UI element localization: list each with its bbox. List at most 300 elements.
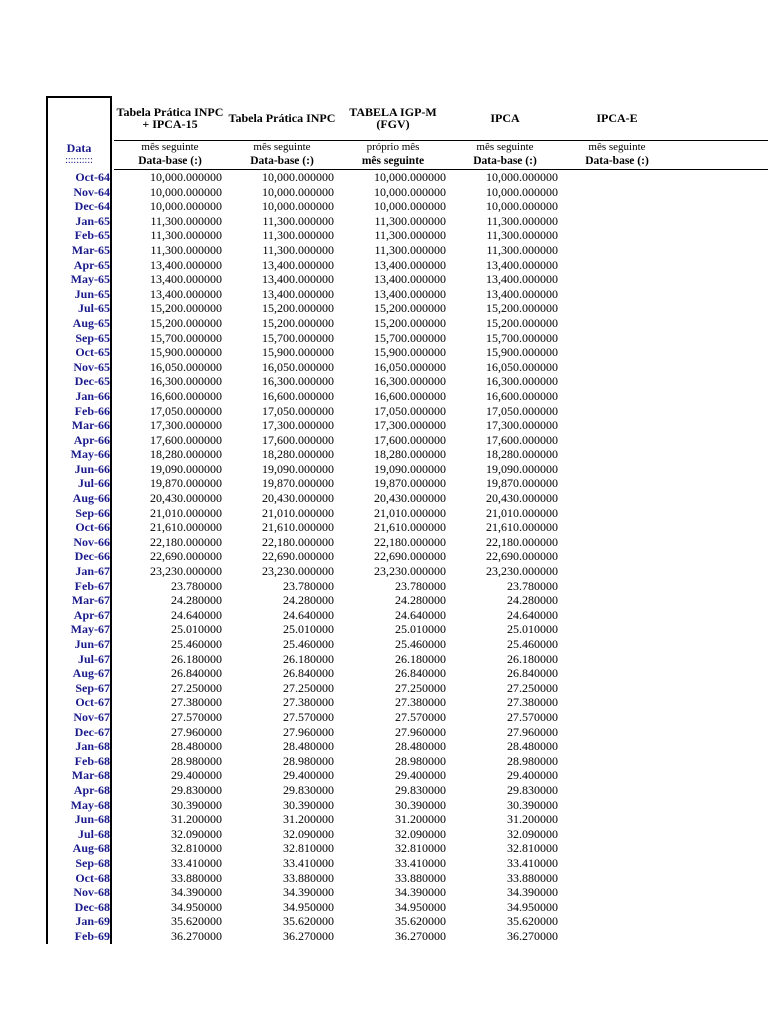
row-value: 29.830000 — [395, 782, 446, 797]
table-row — [46, 754, 726, 769]
row-value: 21,610.000000 — [150, 520, 222, 535]
row-date: Jul-68 — [77, 826, 110, 841]
row-date: Sep-65 — [75, 330, 110, 345]
row-value: 33.880000 — [507, 870, 558, 885]
table-row — [46, 287, 726, 302]
table-row — [46, 871, 726, 886]
row-date: Jan-65 — [75, 213, 110, 228]
table-row — [46, 914, 726, 929]
row-value: 17,300.000000 — [486, 418, 558, 433]
row-value: 29.830000 — [171, 782, 222, 797]
row-value: 10,000.000000 — [374, 184, 446, 199]
row-value: 15,900.000000 — [150, 345, 222, 360]
row-value: 11,300.000000 — [150, 228, 222, 243]
row-date: Oct-67 — [75, 695, 110, 710]
row-value: 34.950000 — [171, 899, 222, 914]
table-row — [46, 622, 726, 637]
row-value: 27.570000 — [283, 709, 334, 724]
row-value: 10,000.000000 — [262, 170, 334, 184]
row-value: 10,000.000000 — [150, 199, 222, 214]
row-value: 27.250000 — [395, 680, 446, 695]
row-value: 32.810000 — [395, 841, 446, 856]
row-value: 23.780000 — [395, 578, 446, 593]
row-date: Apr-67 — [73, 607, 110, 622]
row-value: 11,300.000000 — [262, 242, 334, 257]
row-value: 16,050.000000 — [262, 359, 334, 374]
row-value: 27.570000 — [395, 709, 446, 724]
row-date: Dec-67 — [74, 724, 110, 739]
row-value: 30.390000 — [395, 797, 446, 812]
row-value: 36.270000 — [507, 928, 558, 943]
row-value: 28.980000 — [283, 753, 334, 768]
row-date: Feb-66 — [74, 403, 110, 418]
row-date: Feb-68 — [74, 753, 110, 768]
row-value: 10,000.000000 — [374, 170, 446, 184]
row-value: 32.090000 — [171, 826, 222, 841]
row-value: 32.810000 — [171, 841, 222, 856]
table-row — [46, 710, 726, 725]
row-value: 29.400000 — [507, 768, 558, 783]
row-value: 29.830000 — [507, 782, 558, 797]
row-value: 16,600.000000 — [374, 388, 446, 403]
row-value: 26.840000 — [507, 666, 558, 681]
row-value: 10,000.000000 — [262, 199, 334, 214]
row-date: Dec-66 — [74, 549, 110, 564]
row-value: 34.950000 — [395, 899, 446, 914]
row-value: 28.480000 — [283, 739, 334, 754]
row-value: 24.640000 — [395, 607, 446, 622]
row-value: 27.380000 — [171, 695, 222, 710]
table-row — [46, 258, 726, 273]
row-value: 23.780000 — [171, 578, 222, 593]
row-value: 20,430.000000 — [486, 491, 558, 506]
data-rows — [46, 170, 726, 943]
row-value: 26.180000 — [283, 651, 334, 666]
column-sub1: mês seguinte — [141, 141, 199, 153]
row-value: 30.390000 — [507, 797, 558, 812]
row-value: 21,010.000000 — [262, 505, 334, 520]
row-value: 25.010000 — [283, 622, 334, 637]
row-value: 23.780000 — [507, 578, 558, 593]
row-value: 18,280.000000 — [374, 447, 446, 462]
row-value: 29.400000 — [395, 768, 446, 783]
row-value: 17,050.000000 — [150, 403, 222, 418]
row-value: 15,200.000000 — [262, 315, 334, 330]
row-value: 11,300.000000 — [374, 228, 446, 243]
row-value: 13,400.000000 — [262, 272, 334, 287]
table-row — [46, 447, 726, 462]
row-value: 25.010000 — [507, 622, 558, 637]
row-value: 22,180.000000 — [262, 534, 334, 549]
row-date: May-67 — [70, 622, 110, 637]
row-value: 32.090000 — [507, 826, 558, 841]
row-value: 15,200.000000 — [374, 315, 446, 330]
row-value: 15,900.000000 — [262, 345, 334, 360]
row-value: 10,000.000000 — [486, 170, 558, 184]
table-row — [46, 798, 726, 813]
row-date: Oct-64 — [75, 170, 110, 184]
table-row — [46, 491, 726, 506]
row-value: 33.880000 — [395, 870, 446, 885]
row-date: Aug-65 — [72, 315, 110, 330]
row-date: Dec-68 — [74, 899, 110, 914]
row-date: Aug-66 — [72, 491, 110, 506]
row-value: 16,600.000000 — [150, 388, 222, 403]
row-value: 35.620000 — [171, 914, 222, 929]
row-value: 18,280.000000 — [486, 447, 558, 462]
row-value: 23,230.000000 — [486, 564, 558, 579]
row-date: Jun-66 — [74, 461, 110, 476]
table-row — [46, 652, 726, 667]
row-value: 15,900.000000 — [486, 345, 558, 360]
row-value: 15,700.000000 — [374, 330, 446, 345]
table-row — [46, 783, 726, 798]
row-value: 16,600.000000 — [486, 388, 558, 403]
row-date: Mar-66 — [71, 418, 110, 433]
row-date: Sep-66 — [75, 505, 110, 520]
column-title-inpc: Tabela Prática INPC — [228, 111, 336, 125]
row-date: Jan-66 — [75, 388, 110, 403]
row-value: 16,300.000000 — [374, 374, 446, 389]
table-row — [46, 725, 726, 740]
row-value: 33.410000 — [507, 855, 558, 870]
column-sub2: Data-base (:) — [473, 155, 537, 167]
column-title-igpm: TABELA IGP-M (FGV) — [349, 105, 437, 131]
table-row — [46, 331, 726, 346]
row-value: 27.380000 — [507, 695, 558, 710]
column-sub2: Data-base (:) — [585, 155, 649, 167]
row-value: 10,000.000000 — [374, 199, 446, 214]
table-row — [46, 695, 726, 710]
row-value: 16,050.000000 — [486, 359, 558, 374]
row-value: 19,870.000000 — [150, 476, 222, 491]
row-value: 27.570000 — [507, 709, 558, 724]
row-date: Nov-64 — [73, 184, 110, 199]
table-row — [46, 170, 726, 185]
row-value: 10,000.000000 — [486, 184, 558, 199]
row-value: 17,600.000000 — [150, 432, 222, 447]
row-value: 15,700.000000 — [262, 330, 334, 345]
row-value: 11,300.000000 — [374, 213, 446, 228]
row-value: 15,900.000000 — [374, 345, 446, 360]
table-row — [46, 856, 726, 871]
table-row — [46, 506, 726, 521]
row-date: Apr-65 — [73, 257, 110, 272]
column-sub1: mês seguinte — [588, 141, 646, 153]
row-date: Jan-69 — [75, 914, 110, 929]
row-value: 21,610.000000 — [374, 520, 446, 535]
row-value: 25.460000 — [171, 637, 222, 651]
row-value: 19,090.000000 — [486, 461, 558, 476]
table-row — [46, 812, 726, 827]
table-row — [46, 404, 726, 419]
row-value: 24.280000 — [283, 593, 334, 608]
row-value: 34.390000 — [507, 885, 558, 900]
row-value: 22,690.000000 — [486, 549, 558, 564]
column-title-ipca-e: IPCA-E — [596, 111, 638, 125]
row-value: 30.390000 — [283, 797, 334, 812]
row-value: 11,300.000000 — [150, 242, 222, 257]
row-value: 27.960000 — [283, 724, 334, 739]
row-date: Aug-68 — [72, 841, 110, 856]
row-value: 11,300.000000 — [262, 213, 334, 228]
table-row — [46, 243, 726, 258]
table-row — [46, 185, 726, 200]
table-row — [46, 389, 726, 404]
row-date: May-66 — [70, 447, 110, 462]
row-value: 17,050.000000 — [486, 403, 558, 418]
row-value: 34.950000 — [507, 899, 558, 914]
row-value: 13,400.000000 — [150, 272, 222, 287]
row-value: 35.620000 — [395, 914, 446, 929]
row-value: 29.400000 — [283, 768, 334, 783]
row-value: 18,280.000000 — [150, 447, 222, 462]
row-value: 15,700.000000 — [486, 330, 558, 345]
row-value: 36.270000 — [171, 928, 222, 943]
row-value: 19,870.000000 — [486, 476, 558, 491]
row-value: 16,050.000000 — [150, 359, 222, 374]
table-row — [46, 900, 726, 915]
row-value: 13,400.000000 — [262, 286, 334, 301]
row-value: 13,400.000000 — [486, 272, 558, 287]
table-row — [46, 433, 726, 448]
table-row — [46, 345, 726, 360]
row-value: 20,430.000000 — [262, 491, 334, 506]
row-value: 21,610.000000 — [262, 520, 334, 535]
table-row — [46, 593, 726, 608]
row-value: 31.200000 — [395, 812, 446, 827]
row-date: Jul-67 — [77, 651, 110, 666]
table-row — [46, 841, 726, 856]
row-value: 26.180000 — [171, 651, 222, 666]
row-value: 17,300.000000 — [150, 418, 222, 433]
row-value: 17,600.000000 — [262, 432, 334, 447]
table-row — [46, 535, 726, 550]
table-row — [46, 476, 726, 491]
row-date: Aug-67 — [72, 666, 110, 681]
row-date: Jan-68 — [75, 739, 110, 754]
table-row — [46, 360, 726, 375]
row-value: 32.090000 — [283, 826, 334, 841]
row-value: 29.400000 — [171, 768, 222, 783]
row-value: 27.960000 — [171, 724, 222, 739]
row-value: 36.270000 — [283, 928, 334, 943]
row-value: 27.380000 — [395, 695, 446, 710]
row-date: Oct-65 — [75, 345, 110, 360]
table-row — [46, 768, 726, 783]
table-row — [46, 637, 726, 652]
row-date: Jun-65 — [74, 286, 110, 301]
row-value: 11,300.000000 — [374, 242, 446, 257]
row-date: Jun-67 — [74, 637, 110, 651]
row-value: 19,870.000000 — [374, 476, 446, 491]
row-value: 13,400.000000 — [150, 257, 222, 272]
row-value: 30.390000 — [171, 797, 222, 812]
row-date: Mar-65 — [71, 242, 110, 257]
row-value: 15,200.000000 — [374, 301, 446, 316]
column-sub1: próprio mês — [366, 141, 420, 153]
row-value: 17,050.000000 — [374, 403, 446, 418]
row-date: Jan-67 — [75, 564, 110, 579]
row-date: Oct-66 — [75, 520, 110, 535]
row-value: 27.250000 — [507, 680, 558, 695]
row-value: 22,180.000000 — [374, 534, 446, 549]
row-value: 26.180000 — [395, 651, 446, 666]
row-value: 22,180.000000 — [150, 534, 222, 549]
row-date: Sep-67 — [75, 680, 110, 695]
row-value: 27.570000 — [171, 709, 222, 724]
table-row — [46, 579, 726, 594]
row-value: 23,230.000000 — [262, 564, 334, 579]
row-value: 21,010.000000 — [486, 505, 558, 520]
row-value: 17,050.000000 — [262, 403, 334, 418]
row-value: 28.480000 — [171, 739, 222, 754]
date-header: Data — [66, 141, 92, 155]
row-value: 32.810000 — [507, 841, 558, 856]
row-value: 19,090.000000 — [150, 461, 222, 476]
row-value: 11,300.000000 — [262, 228, 334, 243]
column-sub2: mês seguinte — [361, 155, 425, 167]
table-row — [46, 199, 726, 214]
row-value: 33.880000 — [171, 870, 222, 885]
row-value: 19,090.000000 — [262, 461, 334, 476]
row-date: Mar-67 — [71, 593, 110, 608]
row-value: 26.840000 — [395, 666, 446, 681]
row-date: Oct-68 — [75, 870, 110, 885]
row-value: 13,400.000000 — [150, 286, 222, 301]
column-sub1: mês seguinte — [476, 141, 534, 153]
row-value: 35.620000 — [507, 914, 558, 929]
row-value: 29.830000 — [283, 782, 334, 797]
row-value: 27.250000 — [283, 680, 334, 695]
row-value: 21,610.000000 — [486, 520, 558, 535]
table-row — [46, 214, 726, 229]
table-row — [46, 228, 726, 243]
row-value: 26.840000 — [283, 666, 334, 681]
row-value: 15,200.000000 — [486, 301, 558, 316]
row-date: Nov-65 — [73, 359, 110, 374]
row-value: 35.620000 — [283, 914, 334, 929]
table-row — [46, 564, 726, 579]
row-value: 17,600.000000 — [486, 432, 558, 447]
row-value: 25.010000 — [395, 622, 446, 637]
table-row — [46, 739, 726, 754]
row-value: 26.840000 — [171, 666, 222, 681]
row-value: 11,300.000000 — [486, 242, 558, 257]
table-row — [46, 827, 726, 842]
row-value: 28.480000 — [507, 739, 558, 754]
row-value: 13,400.000000 — [374, 257, 446, 272]
column-sub2: Data-base (:) — [250, 155, 314, 167]
column-title-inpc-ipca15: Tabela Prática INPC + IPCA-15 — [116, 105, 224, 131]
row-value: 11,300.000000 — [486, 228, 558, 243]
row-value: 32.810000 — [283, 841, 334, 856]
row-value: 31.200000 — [171, 812, 222, 827]
row-value: 10,000.000000 — [262, 184, 334, 199]
row-value: 24.640000 — [283, 607, 334, 622]
row-value: 28.980000 — [507, 753, 558, 768]
row-value: 17,300.000000 — [262, 418, 334, 433]
row-date: Jul-65 — [77, 301, 110, 316]
row-value: 16,600.000000 — [262, 388, 334, 403]
row-date: Apr-66 — [73, 432, 110, 447]
table-row — [46, 885, 726, 900]
row-value: 24.640000 — [171, 607, 222, 622]
row-value: 25.460000 — [395, 637, 446, 651]
row-value: 19,090.000000 — [374, 461, 446, 476]
row-value: 15,200.000000 — [262, 301, 334, 316]
row-value: 34.390000 — [395, 885, 446, 900]
row-value: 19,870.000000 — [262, 476, 334, 491]
table-row — [46, 272, 726, 287]
row-value: 34.390000 — [171, 885, 222, 900]
row-value: 16,300.000000 — [150, 374, 222, 389]
row-value: 31.200000 — [283, 812, 334, 827]
row-value: 21,010.000000 — [150, 505, 222, 520]
row-date: May-65 — [70, 272, 110, 287]
row-date: Nov-67 — [73, 709, 110, 724]
table-row — [46, 418, 726, 433]
row-value: 13,400.000000 — [486, 257, 558, 272]
table-row — [46, 549, 726, 564]
row-date: Feb-69 — [74, 928, 110, 943]
row-value: 17,300.000000 — [374, 418, 446, 433]
row-value: 15,200.000000 — [150, 315, 222, 330]
row-value: 34.390000 — [283, 885, 334, 900]
row-value: 33.410000 — [395, 855, 446, 870]
row-value: 22,690.000000 — [374, 549, 446, 564]
table-row — [46, 301, 726, 316]
row-date: Nov-68 — [73, 885, 110, 900]
row-value: 22,180.000000 — [486, 534, 558, 549]
row-value: 13,400.000000 — [374, 272, 446, 287]
row-value: 16,300.000000 — [486, 374, 558, 389]
row-value: 32.090000 — [395, 826, 446, 841]
row-value: 25.010000 — [171, 622, 222, 637]
row-value: 25.460000 — [507, 637, 558, 651]
row-value: 27.960000 — [395, 724, 446, 739]
row-value: 25.460000 — [283, 637, 334, 651]
row-value: 23,230.000000 — [374, 564, 446, 579]
row-value: 33.410000 — [283, 855, 334, 870]
row-value: 20,430.000000 — [150, 491, 222, 506]
row-value: 13,400.000000 — [486, 286, 558, 301]
row-value: 26.180000 — [507, 651, 558, 666]
row-date: Feb-67 — [74, 578, 110, 593]
row-value: 24.280000 — [171, 593, 222, 608]
row-date: Nov-66 — [73, 534, 110, 549]
row-date: Sep-68 — [75, 855, 110, 870]
table-row — [46, 681, 726, 696]
row-value: 27.250000 — [171, 680, 222, 695]
row-value: 10,000.000000 — [486, 199, 558, 214]
table-row — [46, 608, 726, 623]
row-value: 11,300.000000 — [150, 213, 222, 228]
row-date: Dec-64 — [74, 199, 110, 214]
row-value: 24.280000 — [395, 593, 446, 608]
row-value: 17,600.000000 — [374, 432, 446, 447]
row-value: 28.980000 — [395, 753, 446, 768]
row-value: 28.480000 — [395, 739, 446, 754]
row-value: 16,050.000000 — [374, 359, 446, 374]
row-value: 16,300.000000 — [262, 374, 334, 389]
column-sub1: mês seguinte — [253, 141, 311, 153]
row-date: Jul-66 — [77, 476, 110, 491]
row-value: 13,400.000000 — [262, 257, 334, 272]
row-date: May-68 — [70, 797, 110, 812]
row-value: 27.960000 — [507, 724, 558, 739]
table-row — [46, 462, 726, 477]
